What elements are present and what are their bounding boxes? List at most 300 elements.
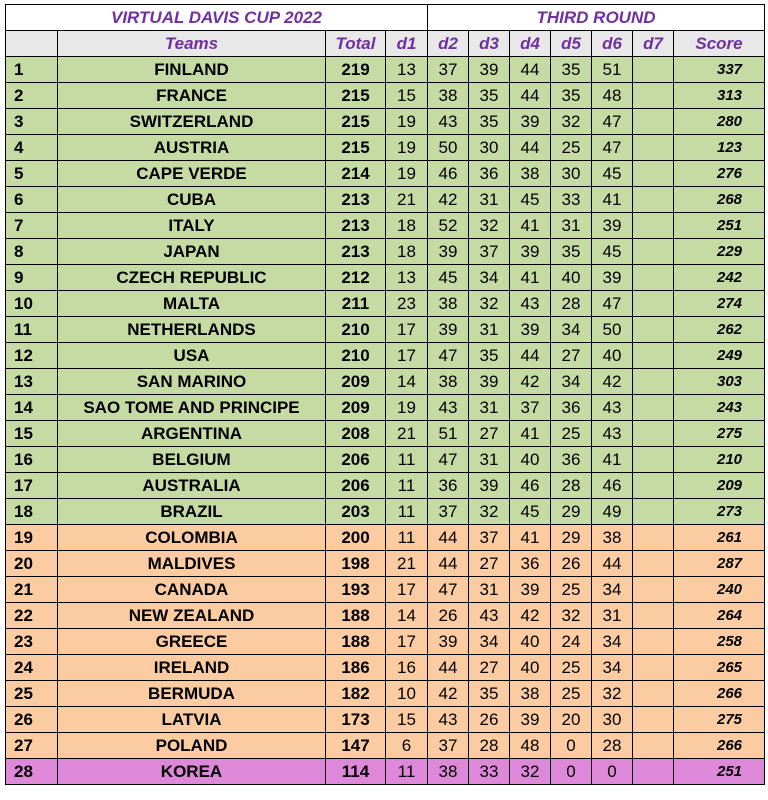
d6-cell: 40 — [592, 343, 633, 369]
table-row — [6, 83, 765, 109]
d2-cell: 26 — [428, 603, 469, 629]
table-row — [6, 629, 765, 655]
d7-cell — [633, 291, 674, 317]
d5-cell: 0 — [551, 759, 592, 785]
d2-cell: 37 — [428, 57, 469, 83]
d1-cell: 15 — [386, 707, 428, 733]
d1-column-header: d1 — [386, 31, 428, 57]
d5-cell: 27 — [551, 343, 592, 369]
d5-cell: 34 — [551, 369, 592, 395]
team-name-cell: SWITZERLAND — [58, 109, 326, 135]
d7-cell — [633, 551, 674, 577]
d2-cell: 50 — [428, 135, 469, 161]
score-cell: 123 — [674, 135, 765, 161]
team-name-cell: CAPE VERDE — [58, 161, 326, 187]
d5-cell: 35 — [551, 57, 592, 83]
d3-cell: 37 — [469, 239, 510, 265]
d5-cell: 35 — [551, 239, 592, 265]
d6-cell: 48 — [592, 83, 633, 109]
total-cell: 213 — [326, 213, 386, 239]
rank-cell: 22 — [6, 603, 58, 629]
table-row — [6, 525, 765, 551]
rank-cell: 15 — [6, 421, 58, 447]
d4-cell: 32 — [510, 759, 551, 785]
score-cell: 251 — [674, 759, 765, 785]
table-row — [6, 551, 765, 577]
d4-cell: 39 — [510, 317, 551, 343]
d3-cell: 30 — [469, 135, 510, 161]
d3-cell: 27 — [469, 655, 510, 681]
table-row — [6, 57, 765, 83]
score-cell: 240 — [674, 577, 765, 603]
table-body — [6, 5, 765, 785]
total-cell: 173 — [326, 707, 386, 733]
rank-cell: 2 — [6, 83, 58, 109]
d5-cell: 25 — [551, 421, 592, 447]
d4-cell: 48 — [510, 733, 551, 759]
rank-cell: 11 — [6, 317, 58, 343]
d2-cell: 42 — [428, 187, 469, 213]
rank-cell: 5 — [6, 161, 58, 187]
d1-cell: 13 — [386, 57, 428, 83]
d6-cell: 34 — [592, 577, 633, 603]
d5-cell: 35 — [551, 83, 592, 109]
d5-cell: 31 — [551, 213, 592, 239]
d3-cell: 34 — [469, 265, 510, 291]
d2-cell: 44 — [428, 655, 469, 681]
d6-cell: 45 — [592, 239, 633, 265]
d1-cell: 19 — [386, 161, 428, 187]
d5-cell: 28 — [551, 473, 592, 499]
d6-cell: 41 — [592, 187, 633, 213]
team-name-cell: CUBA — [58, 187, 326, 213]
d1-cell: 18 — [386, 213, 428, 239]
d2-cell: 43 — [428, 109, 469, 135]
d1-cell: 14 — [386, 603, 428, 629]
standings-table — [5, 4, 765, 785]
score-cell: 313 — [674, 83, 765, 109]
total-cell: 219 — [326, 57, 386, 83]
rank-cell: 3 — [6, 109, 58, 135]
team-name-cell: BRAZIL — [58, 499, 326, 525]
d3-cell: 32 — [469, 213, 510, 239]
rank-cell: 16 — [6, 447, 58, 473]
rank-cell: 12 — [6, 343, 58, 369]
d3-cell: 27 — [469, 551, 510, 577]
d5-cell: 0 — [551, 733, 592, 759]
score-cell: 266 — [674, 681, 765, 707]
d7-cell — [633, 109, 674, 135]
d4-cell: 38 — [510, 681, 551, 707]
round-title: THIRD ROUND — [428, 5, 765, 31]
d3-cell: 34 — [469, 629, 510, 655]
rank-cell: 9 — [6, 265, 58, 291]
d2-cell: 51 — [428, 421, 469, 447]
d3-cell: 32 — [469, 291, 510, 317]
d6-cell: 38 — [592, 525, 633, 551]
d4-cell: 45 — [510, 499, 551, 525]
team-name-cell: LATVIA — [58, 707, 326, 733]
rank-cell: 13 — [6, 369, 58, 395]
d4-cell: 42 — [510, 369, 551, 395]
score-cell: 275 — [674, 707, 765, 733]
d3-cell: 39 — [469, 473, 510, 499]
table-row — [6, 499, 765, 525]
team-name-cell: CZECH REPUBLIC — [58, 265, 326, 291]
table-row — [6, 265, 765, 291]
score-cell: 274 — [674, 291, 765, 317]
team-name-cell: SAN MARINO — [58, 369, 326, 395]
d4-cell: 41 — [510, 421, 551, 447]
d2-cell: 39 — [428, 629, 469, 655]
score-cell: 280 — [674, 109, 765, 135]
score-cell: 251 — [674, 213, 765, 239]
total-cell: 182 — [326, 681, 386, 707]
d1-cell: 21 — [386, 421, 428, 447]
rank-cell: 14 — [6, 395, 58, 421]
d4-cell: 39 — [510, 707, 551, 733]
d2-cell: 44 — [428, 551, 469, 577]
d4-cell: 40 — [510, 447, 551, 473]
rank-cell: 18 — [6, 499, 58, 525]
d6-cell: 34 — [592, 655, 633, 681]
d7-cell — [633, 161, 674, 187]
d5-cell: 32 — [551, 603, 592, 629]
d1-cell: 11 — [386, 447, 428, 473]
total-cell: 203 — [326, 499, 386, 525]
d3-cell: 33 — [469, 759, 510, 785]
d1-cell: 21 — [386, 551, 428, 577]
d7-cell — [633, 57, 674, 83]
table-row — [6, 317, 765, 343]
d6-cell: 47 — [592, 291, 633, 317]
score-cell: 249 — [674, 343, 765, 369]
rank-cell: 27 — [6, 733, 58, 759]
total-cell: 212 — [326, 265, 386, 291]
team-name-cell: MALDIVES — [58, 551, 326, 577]
d6-cell: 43 — [592, 421, 633, 447]
d4-cell: 39 — [510, 239, 551, 265]
d6-cell: 46 — [592, 473, 633, 499]
d5-cell: 28 — [551, 291, 592, 317]
d7-cell — [633, 733, 674, 759]
d3-cell: 39 — [469, 369, 510, 395]
d2-cell: 37 — [428, 499, 469, 525]
rank-cell: 25 — [6, 681, 58, 707]
d5-cell: 25 — [551, 135, 592, 161]
d2-cell: 47 — [428, 577, 469, 603]
score-cell: 264 — [674, 603, 765, 629]
team-name-cell: POLAND — [58, 733, 326, 759]
d3-column-header: d3 — [469, 31, 510, 57]
d7-cell — [633, 681, 674, 707]
d7-cell — [633, 213, 674, 239]
total-cell: 209 — [326, 369, 386, 395]
d7-cell — [633, 447, 674, 473]
d5-cell: 20 — [551, 707, 592, 733]
rank-column-header — [6, 31, 58, 57]
team-name-cell: CANADA — [58, 577, 326, 603]
total-cell: 213 — [326, 239, 386, 265]
d5-cell: 29 — [551, 499, 592, 525]
d1-cell: 19 — [386, 109, 428, 135]
d3-cell: 31 — [469, 317, 510, 343]
total-cell: 188 — [326, 603, 386, 629]
d2-column-header: d2 — [428, 31, 469, 57]
d4-cell: 40 — [510, 629, 551, 655]
d4-cell: 37 — [510, 395, 551, 421]
d5-cell: 36 — [551, 447, 592, 473]
score-cell: 276 — [674, 161, 765, 187]
d6-cell: 41 — [592, 447, 633, 473]
score-cell: 243 — [674, 395, 765, 421]
d7-cell — [633, 395, 674, 421]
table-row — [6, 291, 765, 317]
d2-cell: 38 — [428, 83, 469, 109]
d6-cell: 39 — [592, 265, 633, 291]
d7-cell — [633, 239, 674, 265]
d5-column-header: d5 — [551, 31, 592, 57]
score-cell: 258 — [674, 629, 765, 655]
d1-cell: 19 — [386, 135, 428, 161]
team-name-cell: COLOMBIA — [58, 525, 326, 551]
d4-cell: 41 — [510, 213, 551, 239]
d3-cell: 37 — [469, 525, 510, 551]
rank-cell: 19 — [6, 525, 58, 551]
d1-cell: 17 — [386, 317, 428, 343]
table-row — [6, 447, 765, 473]
d1-cell: 17 — [386, 577, 428, 603]
total-cell: 186 — [326, 655, 386, 681]
score-cell: 303 — [674, 369, 765, 395]
total-cell: 210 — [326, 343, 386, 369]
score-cell: 265 — [674, 655, 765, 681]
score-cell: 261 — [674, 525, 765, 551]
d7-cell — [633, 421, 674, 447]
d6-cell: 47 — [592, 109, 633, 135]
d5-cell: 25 — [551, 577, 592, 603]
d7-cell — [633, 473, 674, 499]
d5-cell: 26 — [551, 551, 592, 577]
d2-cell: 37 — [428, 733, 469, 759]
d5-cell: 25 — [551, 655, 592, 681]
page-title: VIRTUAL DAVIS CUP 2022 — [6, 5, 428, 31]
total-cell: 215 — [326, 83, 386, 109]
team-name-cell: AUSTRALIA — [58, 473, 326, 499]
d6-column-header: d6 — [592, 31, 633, 57]
team-name-cell: IRELAND — [58, 655, 326, 681]
team-name-cell: KOREA — [58, 759, 326, 785]
rank-cell: 10 — [6, 291, 58, 317]
table-row — [6, 603, 765, 629]
d5-cell: 25 — [551, 681, 592, 707]
table-row — [6, 109, 765, 135]
teams-column-header: Teams — [58, 31, 326, 57]
score-cell: 275 — [674, 421, 765, 447]
total-cell: 147 — [326, 733, 386, 759]
d7-cell — [633, 577, 674, 603]
table-row — [6, 369, 765, 395]
d4-cell: 45 — [510, 187, 551, 213]
d4-cell: 46 — [510, 473, 551, 499]
rank-cell: 1 — [6, 57, 58, 83]
d3-cell: 35 — [469, 343, 510, 369]
d4-cell: 44 — [510, 135, 551, 161]
d4-cell: 41 — [510, 265, 551, 291]
d1-cell: 17 — [386, 343, 428, 369]
table-row — [6, 759, 765, 785]
d1-cell: 11 — [386, 525, 428, 551]
team-name-cell: NEW ZEALAND — [58, 603, 326, 629]
d7-cell — [633, 343, 674, 369]
total-cell: 211 — [326, 291, 386, 317]
table-row — [6, 213, 765, 239]
d1-cell: 13 — [386, 265, 428, 291]
d6-cell: 45 — [592, 161, 633, 187]
d5-cell: 24 — [551, 629, 592, 655]
score-cell: 262 — [674, 317, 765, 343]
d1-cell: 10 — [386, 681, 428, 707]
rank-cell: 21 — [6, 577, 58, 603]
d7-cell — [633, 603, 674, 629]
d4-cell: 43 — [510, 291, 551, 317]
table-row — [6, 161, 765, 187]
d3-cell: 35 — [469, 83, 510, 109]
table-row — [6, 655, 765, 681]
total-cell: 200 — [326, 525, 386, 551]
d2-cell: 38 — [428, 369, 469, 395]
d2-cell: 43 — [428, 395, 469, 421]
rank-cell: 20 — [6, 551, 58, 577]
d4-cell: 42 — [510, 603, 551, 629]
total-cell: 208 — [326, 421, 386, 447]
d7-cell — [633, 83, 674, 109]
d3-cell: 27 — [469, 421, 510, 447]
score-cell: 273 — [674, 499, 765, 525]
total-column-header: Total — [326, 31, 386, 57]
d6-cell: 32 — [592, 681, 633, 707]
d2-cell: 45 — [428, 265, 469, 291]
table-row — [6, 473, 765, 499]
d1-cell: 11 — [386, 759, 428, 785]
rank-cell: 24 — [6, 655, 58, 681]
d7-cell — [633, 187, 674, 213]
team-name-cell: SAO TOME AND PRINCIPE — [58, 395, 326, 421]
d3-cell: 35 — [469, 681, 510, 707]
d2-cell: 47 — [428, 343, 469, 369]
d2-cell: 38 — [428, 291, 469, 317]
rank-cell: 26 — [6, 707, 58, 733]
team-name-cell: USA — [58, 343, 326, 369]
team-name-cell: ARGENTINA — [58, 421, 326, 447]
d1-cell: 14 — [386, 369, 428, 395]
rank-cell: 28 — [6, 759, 58, 785]
d1-cell: 23 — [386, 291, 428, 317]
total-cell: 114 — [326, 759, 386, 785]
total-cell: 214 — [326, 161, 386, 187]
total-cell: 206 — [326, 473, 386, 499]
rank-cell: 7 — [6, 213, 58, 239]
score-cell: 337 — [674, 57, 765, 83]
score-cell: 268 — [674, 187, 765, 213]
d2-cell: 52 — [428, 213, 469, 239]
d6-cell: 0 — [592, 759, 633, 785]
score-cell: 229 — [674, 239, 765, 265]
d7-column-header: d7 — [633, 31, 674, 57]
d7-cell — [633, 369, 674, 395]
d6-cell: 28 — [592, 733, 633, 759]
d2-cell: 42 — [428, 681, 469, 707]
d4-cell: 44 — [510, 343, 551, 369]
d1-cell: 19 — [386, 395, 428, 421]
rank-cell: 23 — [6, 629, 58, 655]
score-cell: 210 — [674, 447, 765, 473]
d7-cell — [633, 135, 674, 161]
d4-cell: 39 — [510, 109, 551, 135]
d6-cell: 31 — [592, 603, 633, 629]
d5-cell: 33 — [551, 187, 592, 213]
d6-cell: 51 — [592, 57, 633, 83]
table-row — [6, 681, 765, 707]
d2-cell: 46 — [428, 161, 469, 187]
d1-cell: 6 — [386, 733, 428, 759]
team-name-cell: ITALY — [58, 213, 326, 239]
table-row — [6, 343, 765, 369]
d7-cell — [633, 629, 674, 655]
d3-cell: 31 — [469, 577, 510, 603]
d1-cell: 16 — [386, 655, 428, 681]
d4-cell: 44 — [510, 57, 551, 83]
total-cell: 206 — [326, 447, 386, 473]
team-name-cell: BELGIUM — [58, 447, 326, 473]
d1-cell: 15 — [386, 83, 428, 109]
d3-cell: 35 — [469, 109, 510, 135]
score-cell: 266 — [674, 733, 765, 759]
rank-cell: 8 — [6, 239, 58, 265]
table-row — [6, 421, 765, 447]
d6-cell: 47 — [592, 135, 633, 161]
d2-cell: 39 — [428, 317, 469, 343]
d6-cell: 39 — [592, 213, 633, 239]
team-name-cell: FRANCE — [58, 83, 326, 109]
d4-cell: 41 — [510, 525, 551, 551]
total-cell: 198 — [326, 551, 386, 577]
d3-cell: 31 — [469, 187, 510, 213]
d3-cell: 26 — [469, 707, 510, 733]
team-name-cell: JAPAN — [58, 239, 326, 265]
team-name-cell: MALTA — [58, 291, 326, 317]
d6-cell: 50 — [592, 317, 633, 343]
d6-cell: 43 — [592, 395, 633, 421]
d7-cell — [633, 317, 674, 343]
rank-cell: 17 — [6, 473, 58, 499]
rank-cell: 6 — [6, 187, 58, 213]
d3-cell: 31 — [469, 395, 510, 421]
d5-cell: 36 — [551, 395, 592, 421]
total-cell: 209 — [326, 395, 386, 421]
table-row — [6, 135, 765, 161]
d7-cell — [633, 265, 674, 291]
d3-cell: 43 — [469, 603, 510, 629]
d4-cell: 39 — [510, 577, 551, 603]
d5-cell: 40 — [551, 265, 592, 291]
total-cell: 193 — [326, 577, 386, 603]
d6-cell: 49 — [592, 499, 633, 525]
rank-cell: 4 — [6, 135, 58, 161]
table-row — [6, 239, 765, 265]
team-name-cell: FINLAND — [58, 57, 326, 83]
d1-cell: 11 — [386, 499, 428, 525]
